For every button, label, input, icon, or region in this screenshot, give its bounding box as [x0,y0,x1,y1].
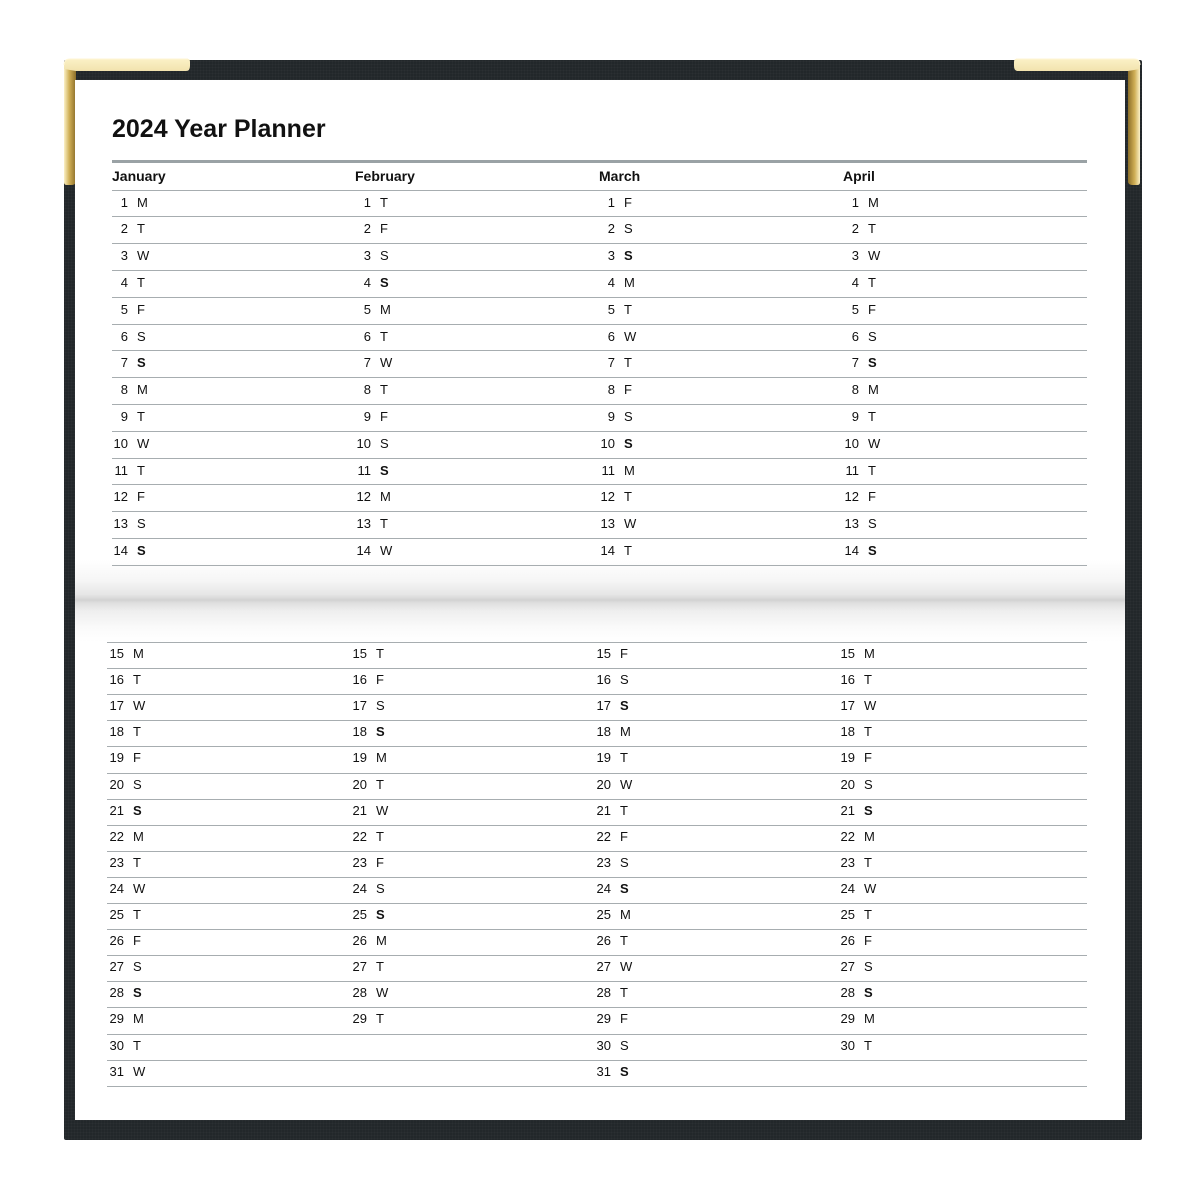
weekday-letter: M [864,829,875,844]
weekday-letter: W [868,248,881,263]
day-number: 28 [840,985,855,1000]
day-number: 6 [363,329,371,344]
row-divider [112,484,1087,485]
weekday-letter: F [133,933,141,948]
weekday-letter: F [620,829,628,844]
weekday-letter: M [133,829,144,844]
weekday-letter: S [868,329,877,344]
day-number: 24 [596,881,611,896]
weekday-letter: T [868,409,876,424]
day-number: 9 [607,409,615,424]
weekday-letter: T [133,907,141,922]
weekday-letter: M [137,382,148,397]
day-number: 11 [357,463,371,478]
weekday-letter: S [868,355,877,370]
day-number: 29 [840,1011,855,1026]
weekday-letter: S [137,329,146,344]
day-number: 14 [844,543,859,558]
weekday-letter: S [864,803,873,818]
weekday-letter: S [620,855,629,870]
weekday-letter: T [137,221,145,236]
row-divider [107,1060,1087,1061]
weekday-letter: S [376,907,385,922]
day-number: 1 [120,195,128,210]
weekday-letter: T [864,672,872,687]
day-number: 22 [109,829,124,844]
weekday-letter: S [864,959,873,974]
weekday-letter: S [380,436,389,451]
day-number: 23 [596,855,611,870]
day-number: 16 [840,672,855,687]
weekday-letter: F [620,646,628,661]
day-number: 2 [851,221,859,236]
row-divider [107,825,1087,826]
day-number: 1 [607,195,615,210]
day-number: 2 [120,221,128,236]
day-number: 16 [352,672,367,687]
weekday-letter: W [133,1064,146,1079]
weekday-letter: S [376,698,385,713]
day-number: 18 [840,724,855,739]
row-divider [107,1007,1087,1008]
weekday-letter: T [868,275,876,290]
day-number: 2 [363,221,371,236]
weekday-letter: T [376,646,384,661]
day-number: 7 [120,355,128,370]
weekday-letter: S [376,724,385,739]
row-divider [107,799,1087,800]
day-number: 13 [113,516,128,531]
weekday-letter: S [864,985,873,1000]
weekday-letter: S [380,248,389,263]
day-number: 18 [596,724,611,739]
day-number: 12 [356,489,371,504]
day-number: 10 [600,436,615,451]
month-header-january: January [112,168,166,184]
day-number: 30 [109,1038,124,1053]
day-number: 4 [120,275,128,290]
weekday-letter: W [376,985,389,1000]
day-number: 21 [840,803,855,818]
day-number: 25 [109,907,124,922]
row-divider [107,1034,1087,1035]
weekday-letter: W [380,543,393,558]
row-divider [107,903,1087,904]
row-divider [107,642,1087,643]
day-number: 13 [844,516,859,531]
day-number: 6 [851,329,859,344]
weekday-letter: M [864,646,875,661]
weekday-letter: T [620,985,628,1000]
day-number: 29 [352,1011,367,1026]
day-number: 8 [851,382,859,397]
row-divider [107,851,1087,852]
weekday-letter: W [137,248,150,263]
weekday-letter: S [380,275,389,290]
day-number: 10 [356,436,371,451]
weekday-letter: T [137,409,145,424]
weekday-letter: T [620,933,628,948]
weekday-letter: S [620,881,629,896]
weekday-letter: T [864,724,872,739]
weekday-letter: M [620,907,631,922]
day-number: 21 [109,803,124,818]
weekday-letter: T [864,907,872,922]
day-number: 28 [352,985,367,1000]
weekday-letter: F [133,750,141,765]
day-number: 20 [109,777,124,792]
day-number: 26 [840,933,855,948]
day-number: 18 [109,724,124,739]
day-number: 15 [109,646,124,661]
month-header-march: March [599,168,641,184]
day-number: 31 [596,1064,611,1079]
weekday-letter: T [868,221,876,236]
weekday-letter: F [868,302,876,317]
row-divider [107,1086,1087,1087]
day-number: 27 [352,959,367,974]
weekday-letter: F [380,409,388,424]
day-number: 11 [845,463,859,478]
weekday-letter: M [620,724,631,739]
day-number: 9 [851,409,859,424]
weekday-letter: T [376,959,384,974]
day-number: 5 [120,302,128,317]
day-number: 24 [352,881,367,896]
day-number: 22 [840,829,855,844]
weekday-letter: M [624,463,635,478]
weekday-letter: M [380,302,391,317]
weekday-letter: M [868,195,879,210]
day-number: 29 [596,1011,611,1026]
row-divider [107,877,1087,878]
weekday-letter: S [137,516,146,531]
day-number: 4 [607,275,615,290]
day-number: 19 [840,750,855,765]
row-divider [112,324,1087,325]
day-number: 7 [851,355,859,370]
row-divider [107,694,1087,695]
day-number: 28 [596,985,611,1000]
month-header-february: February [355,168,415,184]
weekday-letter: T [133,672,141,687]
weekday-letter: S [137,355,146,370]
weekday-letter: F [624,195,632,210]
day-number: 3 [851,248,859,263]
day-number: 20 [596,777,611,792]
day-number: 21 [352,803,367,818]
weekday-letter: S [380,463,389,478]
day-number: 3 [363,248,371,263]
weekday-letter: S [137,543,146,558]
row-divider [107,773,1087,774]
month-header-april: April [843,168,875,184]
weekday-letter: F [376,855,384,870]
day-number: 15 [352,646,367,661]
weekday-letter: S [624,436,633,451]
row-divider [107,929,1087,930]
weekday-letter: W [620,777,633,792]
day-number: 2 [607,221,615,236]
weekday-letter: M [624,275,635,290]
weekday-letter: T [137,275,145,290]
day-number: 12 [844,489,859,504]
day-number: 11 [114,463,128,478]
row-divider [107,668,1087,669]
day-number: 8 [120,382,128,397]
row-divider [107,981,1087,982]
weekday-letter: T [133,724,141,739]
weekday-letter: T [624,355,632,370]
row-divider [112,511,1087,512]
day-number: 9 [363,409,371,424]
weekday-letter: F [380,221,388,236]
weekday-letter: M [868,382,879,397]
day-number: 12 [113,489,128,504]
day-number: 6 [607,329,615,344]
day-number: 5 [607,302,615,317]
day-number: 26 [352,933,367,948]
day-number: 17 [352,698,367,713]
day-number: 15 [596,646,611,661]
day-number: 6 [120,329,128,344]
row-divider [112,243,1087,244]
day-number: 22 [352,829,367,844]
weekday-letter: T [380,382,388,397]
weekday-letter: W [864,881,877,896]
day-number: 22 [596,829,611,844]
row-divider [107,720,1087,721]
row-divider [112,458,1087,459]
row-divider [112,538,1087,539]
day-number: 10 [113,436,128,451]
weekday-letter: W [380,355,393,370]
day-number: 24 [840,881,855,896]
weekday-letter: T [864,1038,872,1053]
row-divider [112,404,1087,405]
binding-fold [75,560,1125,642]
weekday-letter: T [376,829,384,844]
weekday-letter: W [133,698,146,713]
row-divider [112,216,1087,217]
weekday-letter: W [624,516,637,531]
weekday-letter: S [624,221,633,236]
day-number: 5 [851,302,859,317]
day-number: 10 [844,436,859,451]
day-number: 14 [113,543,128,558]
weekday-letter: F [620,1011,628,1026]
weekday-letter: S [620,698,629,713]
weekday-letter: T [380,516,388,531]
title-rule [112,160,1087,163]
weekday-letter: F [376,672,384,687]
weekday-letter: S [624,409,633,424]
weekday-letter: T [133,1038,141,1053]
day-number: 23 [352,855,367,870]
weekday-letter: M [133,1011,144,1026]
day-number: 25 [352,907,367,922]
day-number: 14 [356,543,371,558]
day-number: 11 [601,463,615,478]
day-number: 27 [840,959,855,974]
day-number: 29 [109,1011,124,1026]
weekday-letter: M [380,489,391,504]
weekday-letter: S [868,543,877,558]
weekday-letter: F [864,750,872,765]
day-number: 17 [596,698,611,713]
day-number: 30 [596,1038,611,1053]
day-number: 7 [363,355,371,370]
weekday-letter: S [620,672,629,687]
day-number: 13 [356,516,371,531]
day-number: 18 [352,724,367,739]
day-number: 3 [607,248,615,263]
weekday-letter: W [624,329,637,344]
page-title: 2024 Year Planner [112,115,326,143]
day-number: 20 [840,777,855,792]
day-number: 23 [109,855,124,870]
weekday-letter: S [620,1064,629,1079]
day-number: 25 [840,907,855,922]
day-number: 16 [109,672,124,687]
day-number: 25 [596,907,611,922]
day-number: 24 [109,881,124,896]
day-number: 28 [109,985,124,1000]
weekday-letter: F [137,302,145,317]
weekday-letter: M [864,1011,875,1026]
weekday-letter: T [137,463,145,478]
row-divider [112,270,1087,271]
weekday-letter: S [868,516,877,531]
day-number: 16 [596,672,611,687]
day-number: 27 [109,959,124,974]
day-number: 17 [840,698,855,713]
weekday-letter: T [133,855,141,870]
day-number: 12 [600,489,615,504]
row-divider [112,190,1087,191]
weekday-letter: F [868,489,876,504]
day-number: 30 [840,1038,855,1053]
weekday-letter: F [864,933,872,948]
day-number: 17 [109,698,124,713]
weekday-letter: F [137,489,145,504]
bottom-page [75,626,1125,1120]
row-divider [112,350,1087,351]
weekday-letter: S [624,248,633,263]
row-divider [107,746,1087,747]
weekday-letter: T [864,855,872,870]
weekday-letter: F [624,382,632,397]
weekday-letter: T [624,543,632,558]
day-number: 14 [600,543,615,558]
weekday-letter: S [133,777,142,792]
top-page [75,80,1125,572]
weekday-letter: T [376,1011,384,1026]
day-number: 27 [596,959,611,974]
day-number: 7 [607,355,615,370]
day-number: 8 [363,382,371,397]
weekday-letter: T [620,750,628,765]
day-number: 4 [851,275,859,290]
weekday-letter: W [620,959,633,974]
weekday-letter: M [376,750,387,765]
day-number: 9 [120,409,128,424]
day-number: 1 [851,195,859,210]
day-number: 19 [352,750,367,765]
weekday-letter: W [137,436,150,451]
weekday-letter: T [624,489,632,504]
weekday-letter: T [380,195,388,210]
day-number: 23 [840,855,855,870]
row-divider [112,431,1087,432]
weekday-letter: S [133,803,142,818]
weekday-letter: M [133,646,144,661]
day-number: 4 [363,275,371,290]
day-number: 26 [109,933,124,948]
weekday-letter: W [133,881,146,896]
weekday-letter: T [624,302,632,317]
weekday-letter: W [864,698,877,713]
row-divider [112,565,1087,566]
day-number: 5 [363,302,371,317]
weekday-letter: T [620,803,628,818]
weekday-letter: S [376,881,385,896]
day-number: 26 [596,933,611,948]
day-number: 3 [120,248,128,263]
row-divider [107,955,1087,956]
weekday-letter: W [868,436,881,451]
weekday-letter: T [868,463,876,478]
day-number: 19 [596,750,611,765]
weekday-letter: S [620,1038,629,1053]
row-divider [112,377,1087,378]
row-divider [112,297,1087,298]
weekday-letter: S [133,985,142,1000]
day-number: 21 [596,803,611,818]
day-number: 1 [363,195,371,210]
day-number: 19 [109,750,124,765]
weekday-letter: S [864,777,873,792]
weekday-letter: T [380,329,388,344]
day-number: 13 [600,516,615,531]
weekday-letter: W [376,803,389,818]
day-number: 8 [607,382,615,397]
weekday-letter: M [376,933,387,948]
weekday-letter: T [376,777,384,792]
day-number: 20 [352,777,367,792]
day-number: 15 [840,646,855,661]
day-number: 31 [109,1064,124,1079]
weekday-letter: M [137,195,148,210]
weekday-letter: S [133,959,142,974]
